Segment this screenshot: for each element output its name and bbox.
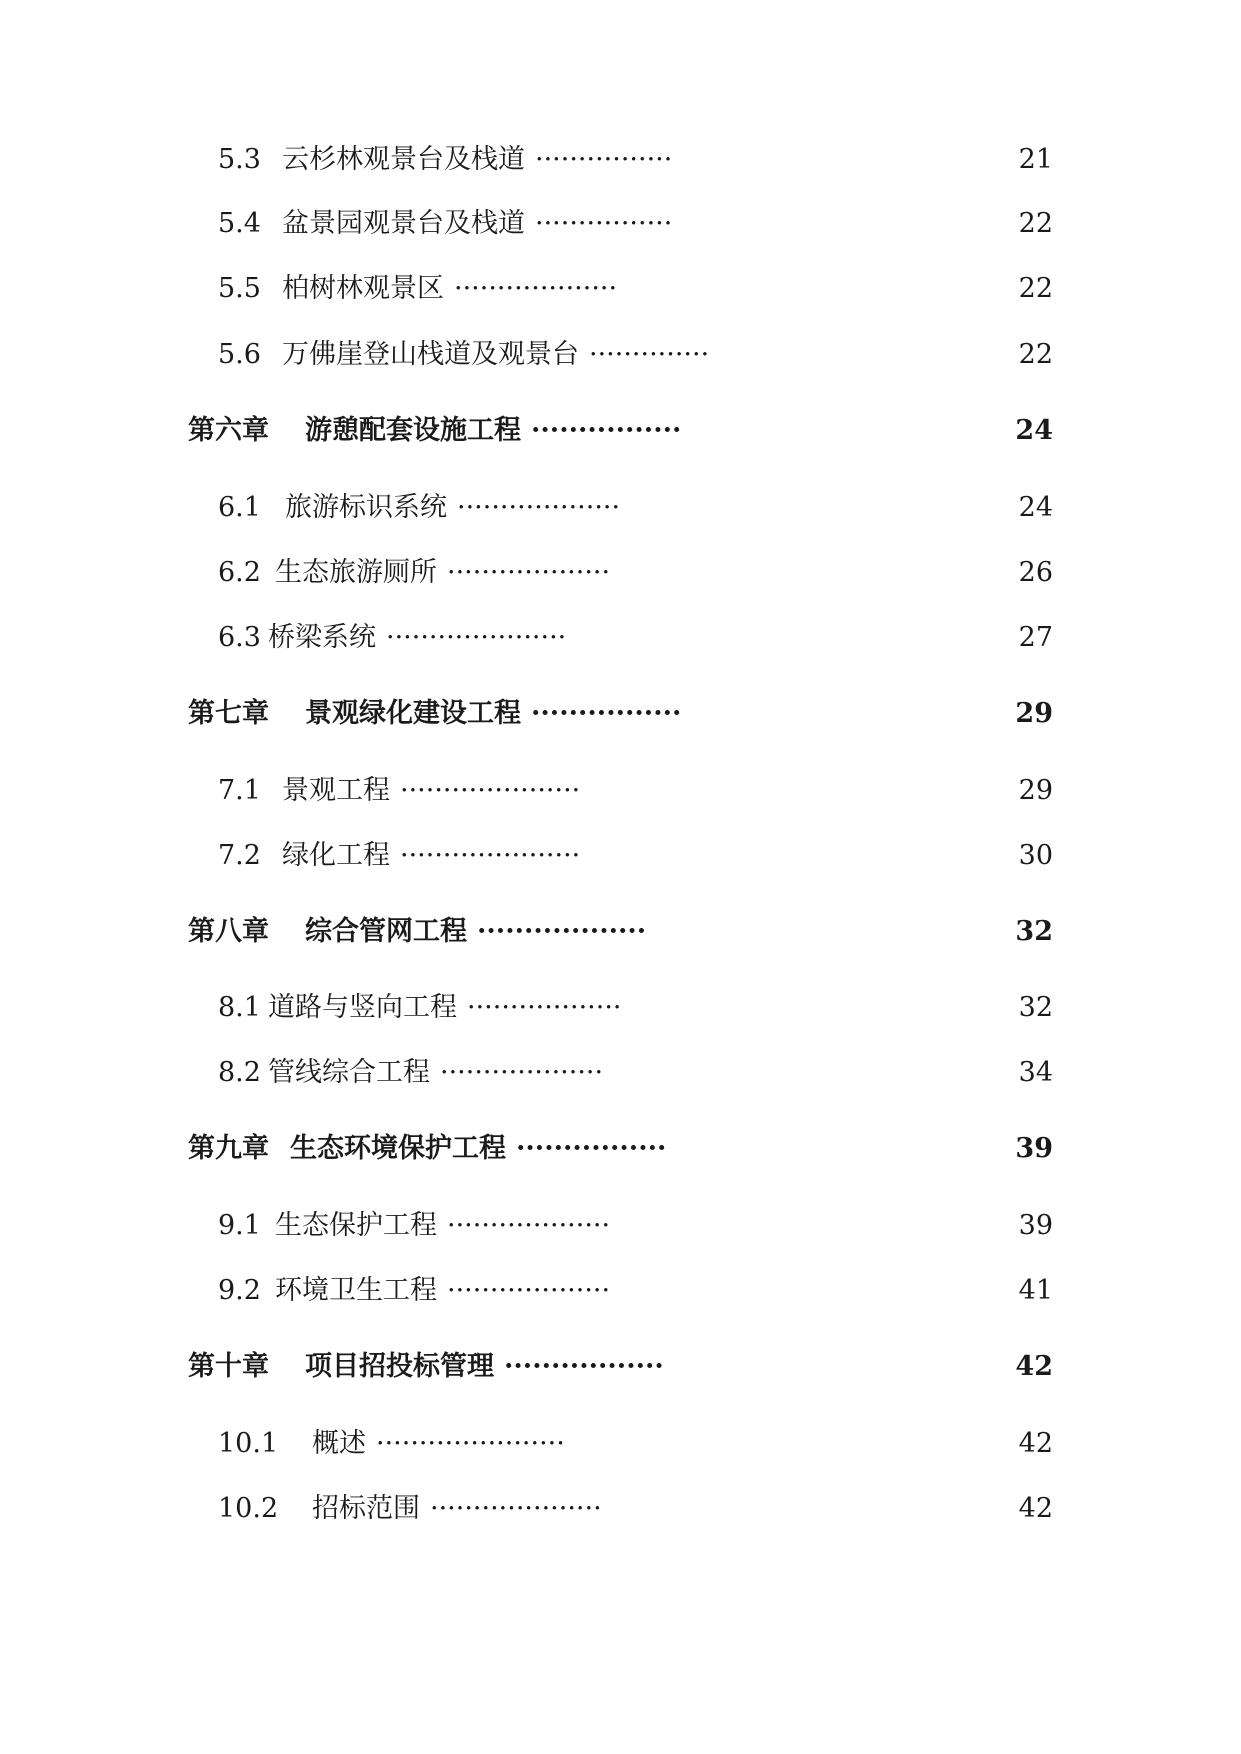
page-number: 39	[1018, 1210, 1053, 1241]
dot-leader: ················	[531, 698, 682, 729]
chapter-title	[305, 411, 681, 451]
toc-section-row[interactable]	[0, 488, 1241, 528]
page-number: 30	[1018, 840, 1053, 871]
toc-section-row[interactable]	[0, 1206, 1241, 1246]
section-number: 10.2	[218, 1493, 279, 1524]
toc-section-row[interactable]	[0, 204, 1241, 244]
dot-leader: ················	[516, 1133, 667, 1164]
page-number: 29	[1015, 698, 1053, 729]
entry-title-text: 柏树林观景区	[282, 273, 444, 304]
dot-leader: ··················	[467, 992, 622, 1023]
section-number: 5.4	[218, 208, 261, 239]
section-number: 10.1	[218, 1428, 279, 1459]
dot-leader: ··················	[477, 916, 647, 947]
entry-title-text: 游憩配套设施工程	[305, 415, 521, 446]
toc-chapter-row[interactable]	[0, 1129, 1241, 1169]
toc-section-row[interactable]	[0, 335, 1241, 375]
chapter-number: 第六章	[188, 415, 269, 446]
toc-section-row[interactable]	[0, 836, 1241, 876]
section-number: 8.1	[218, 992, 261, 1023]
page-number: 41	[1018, 1275, 1053, 1306]
section-title	[268, 1053, 603, 1093]
page-number: 27	[1018, 622, 1053, 653]
entry-title-text: 万佛崖登山栈道及观景台	[282, 339, 579, 370]
entry-title-text: 生态旅游厕所	[275, 557, 437, 588]
page-number: 39	[1015, 1133, 1053, 1164]
entry-title-text: 景观绿化建设工程	[305, 698, 521, 729]
dot-leader: ················	[535, 144, 673, 175]
toc-section-row[interactable]	[0, 553, 1241, 593]
chapter-title	[305, 912, 646, 952]
toc-section-row[interactable]	[0, 1271, 1241, 1311]
section-number: 6.3	[218, 622, 261, 653]
entry-title-text: 云杉林观景台及栈道	[282, 144, 525, 175]
entry-title-text: 盆景园观景台及栈道	[282, 208, 525, 239]
entry-title-text: 桥梁系统	[268, 622, 376, 653]
entry-title-text: 道路与竖向工程	[268, 992, 457, 1023]
toc-chapter-row[interactable]	[0, 912, 1241, 952]
dot-leader: ················	[535, 208, 673, 239]
dot-leader: ···················	[447, 557, 611, 588]
section-number: 8.2	[218, 1057, 261, 1088]
toc-chapter-row[interactable]	[0, 694, 1241, 734]
chapter-number: 第七章	[188, 698, 269, 729]
dot-leader: ···················	[440, 1057, 604, 1088]
section-number: 5.3	[218, 144, 261, 175]
section-title	[275, 553, 610, 593]
section-title	[282, 836, 580, 876]
chapter-title	[305, 1347, 664, 1387]
section-title	[282, 269, 617, 309]
entry-title-text: 生态环境保护工程	[290, 1133, 506, 1164]
dot-leader: ·····················	[400, 775, 581, 806]
page-number: 26	[1018, 557, 1053, 588]
page-number: 24	[1018, 492, 1053, 523]
toc-section-row[interactable]	[0, 1489, 1241, 1529]
entry-title-text: 综合管网工程	[305, 916, 467, 947]
dot-leader: ················	[531, 415, 682, 446]
page-number: 34	[1018, 1057, 1053, 1088]
entry-title-text: 项目招投标管理	[305, 1351, 494, 1382]
section-title	[282, 771, 580, 811]
dot-leader: ······················	[376, 1428, 565, 1459]
dot-leader: ···················	[454, 273, 618, 304]
dot-leader: ·····················	[400, 840, 581, 871]
toc-chapter-row[interactable]	[0, 411, 1241, 451]
section-number: 9.1	[218, 1210, 261, 1241]
toc-section-row[interactable]	[0, 1424, 1241, 1464]
chapter-number: 第八章	[188, 916, 269, 947]
toc-section-row[interactable]	[0, 269, 1241, 309]
page-number: 24	[1015, 415, 1053, 446]
entry-title-text: 景观工程	[282, 775, 390, 806]
toc-section-row[interactable]	[0, 988, 1241, 1028]
dot-leader: ·················	[504, 1351, 664, 1382]
dot-leader: ··············	[589, 339, 710, 370]
entry-title-text: 环境卫生工程	[275, 1275, 437, 1306]
section-title	[312, 1489, 602, 1529]
entry-title-text: 管线综合工程	[268, 1057, 430, 1088]
page-number: 22	[1018, 208, 1053, 239]
page-number: 42	[1015, 1351, 1053, 1382]
section-title	[312, 1424, 565, 1464]
toc-chapter-row[interactable]	[0, 1347, 1241, 1387]
section-number: 9.2	[218, 1275, 261, 1306]
entry-title-text: 旅游标识系统	[285, 492, 447, 523]
toc-section-row[interactable]	[0, 1053, 1241, 1093]
dot-leader: ···················	[447, 1275, 611, 1306]
section-number: 6.1	[218, 492, 261, 523]
section-number: 7.2	[218, 840, 261, 871]
section-number: 7.1	[218, 775, 261, 806]
toc-section-row[interactable]	[0, 771, 1241, 811]
chapter-number: 第十章	[188, 1351, 269, 1382]
chapter-number: 第九章	[188, 1133, 269, 1164]
dot-leader: ···················	[447, 1210, 611, 1241]
section-number: 5.5	[218, 273, 261, 304]
dot-leader: ·····················	[386, 622, 567, 653]
entry-title-text: 生态保护工程	[275, 1210, 437, 1241]
page-number: 42	[1018, 1428, 1053, 1459]
page-number: 32	[1018, 992, 1053, 1023]
page-number: 22	[1018, 273, 1053, 304]
section-title	[275, 1206, 610, 1246]
dot-leader: ····················	[430, 1493, 602, 1524]
section-title	[282, 140, 672, 180]
section-number: 5.6	[218, 339, 261, 370]
entry-title-text: 绿化工程	[282, 840, 390, 871]
section-title	[268, 988, 622, 1028]
page-number: 29	[1018, 775, 1053, 806]
entry-title-text: 概述	[312, 1428, 366, 1459]
section-title	[268, 618, 566, 658]
page-number: 21	[1018, 144, 1053, 175]
toc-section-row[interactable]	[0, 140, 1241, 180]
section-title	[282, 204, 672, 244]
page-number: 42	[1018, 1493, 1053, 1524]
entry-title-text: 招标范围	[312, 1493, 420, 1524]
section-title	[285, 488, 620, 528]
page-number: 32	[1015, 916, 1053, 947]
toc-section-row[interactable]	[0, 618, 1241, 658]
section-title	[275, 1271, 610, 1311]
dot-leader: ···················	[457, 492, 621, 523]
section-title	[282, 335, 709, 375]
chapter-title	[305, 694, 681, 734]
chapter-title	[290, 1129, 666, 1169]
section-number: 6.2	[218, 557, 261, 588]
page-number: 22	[1018, 339, 1053, 370]
